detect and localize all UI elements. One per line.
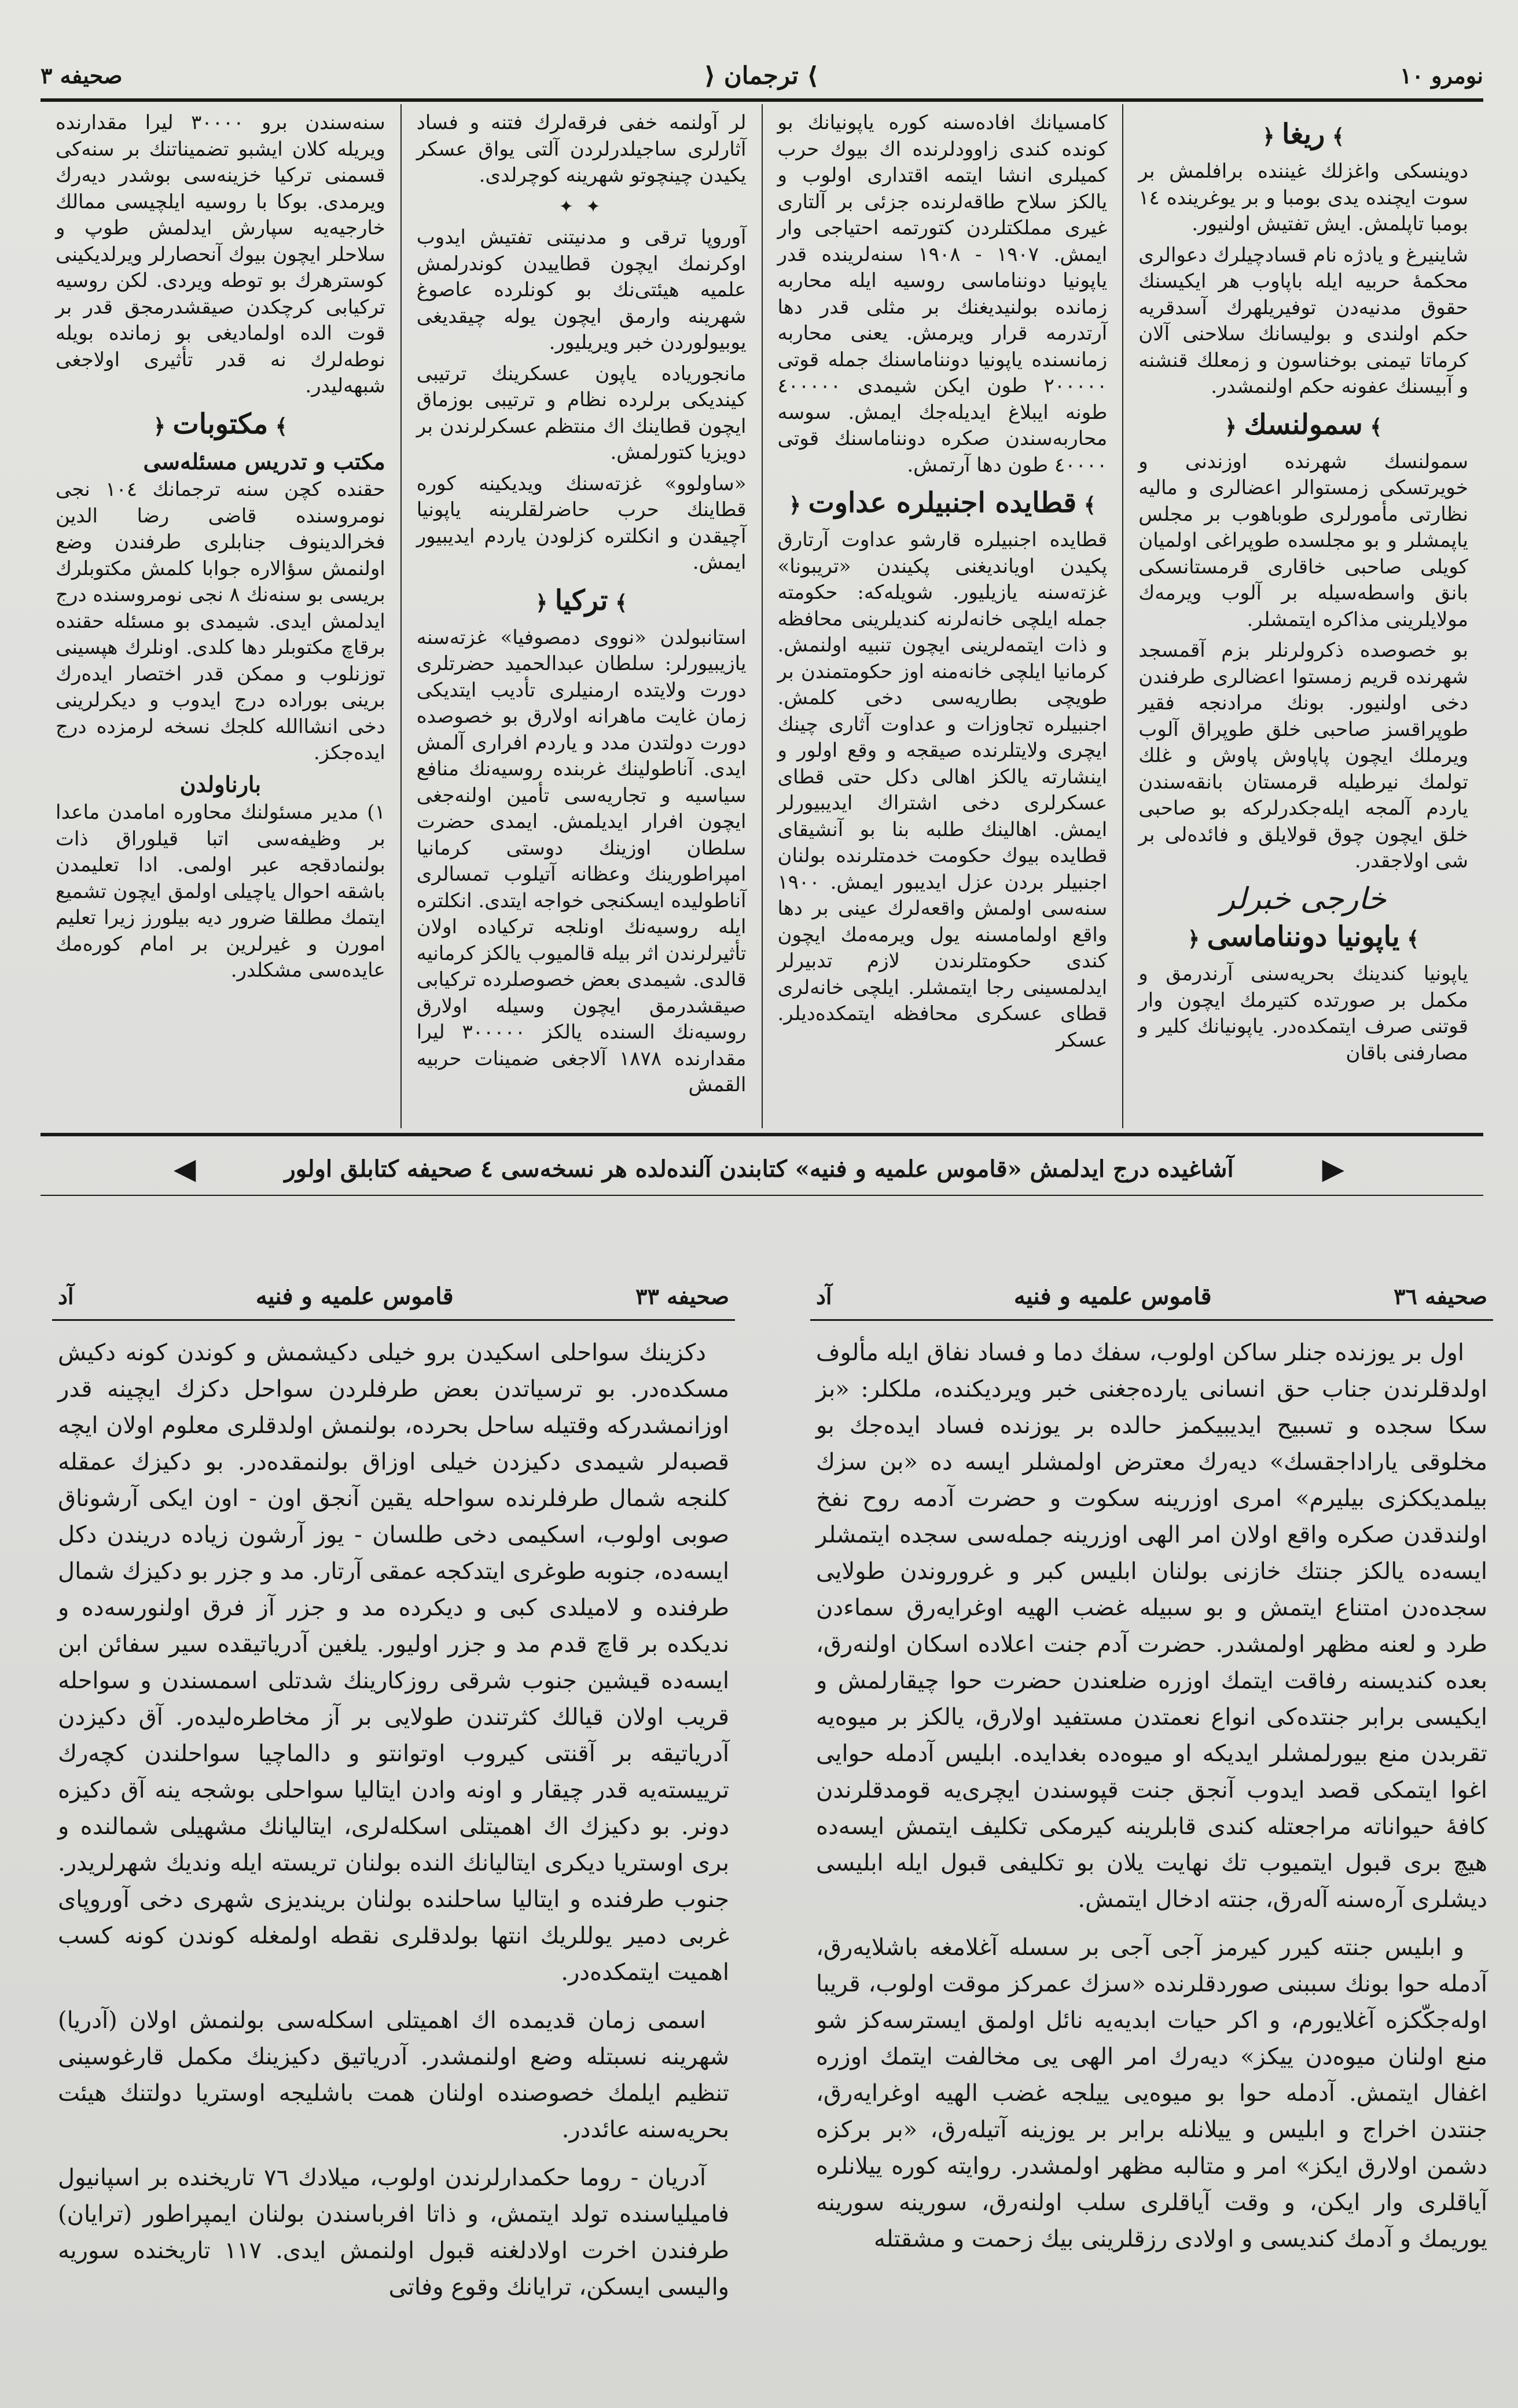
- right-arrow-icon: ▶: [1322, 1151, 1344, 1185]
- book-letter: آد: [58, 1283, 74, 1309]
- section-heading: ﴾ قطایده اجنبیلره عداوت ﴿: [788, 487, 1096, 519]
- paragraph: آدریان - روما حکمدارلرندن اولوب، میلادك ٧٦ تاریخنده بر اسپانیول فامیلیاسنده تولد ایتمش، و ذاتا افرباسندن بولنان ایمپراطور (ترایان) طرفندن اخرت اولادلغنه قبول اولنمش ایدی. ١١٧ تاریخنده سوریه والیسی ایسکن، ترایانك وقوع وفاتی: [58, 2164, 729, 2300]
- paragraph: بو خصوصده ذکرولرنلر بزم آقمسجد شهرنده قریم زمستوا اعضالری طرفندن دخی اولنیور. بونك مرادنجه فقیر طوپراقسز صاحبی خلق طوپراق آلوب ویرملك ایچون پاپاوش پاوش و غلك تولمك نیرطیله قرمستان بانقه‌سندن یاردم آلمجه ایله‌جکدرلرکه بو صاحبی خلق ایچون چوق قولایلق و فائده‌لی بر شی اولاجقدر.: [1138, 639, 1468, 872]
- book-page-number: صحیفه ٣٦: [1394, 1283, 1487, 1309]
- paragraph: و ابلیس جنته کیرر کیرمز آجی آجی بر سسله آغلامغه باشلایه‌رق، آدمله حوا بونك سببنی صوردقلرنده «سزك عمرکز موقت اولوب، قریبا اوله‌جکّکزه آغلایورم، و اکر حیات ابدیه‌یه نائل اولمق ایسترسه‌کز شو منع اولنان میوه‌دن ییکز» دیه‌رك امر الهی یی مخالفت ایتمك اوزره اغفال ایتمش. آدمله حوا بو میوه‌یی ییلجه غضب الهیه اوغرایه‌رق، جنتدن اخراج و ابلیس و ییلانله برابر بر یوزینه آتیله‌رق، «بر برکزه دشمن اولارق ایکز» امر و متالبه مظهر اولمشدر. روایته کوره ییلانلره آیاقلری وار ایکن، و وقت آیاقلری سلب اولنه‌رق، سورینه سورینه یوریمك و آدمك کندیسی و اولادی رزقلرینی بیك زحمت و مشقتله: [816, 1934, 1487, 2252]
- divider-ornament: ✦ ✦: [558, 196, 604, 217]
- banner-rule: [41, 1195, 1483, 1196]
- subheading: مکتب و تدریس مسئله‌سی: [143, 448, 385, 474]
- paragraph: «ساولوو» غزته‌سنك ویدیکینه کوره قطاینك حرب حاضرلقلرینه یاپونیا آچیقدن و انکلتره کزلودن یاردم ایدیبیور ایمش.: [416, 472, 747, 574]
- paragraph: لر آولنمه خفی فرقه‌لرك فتنه و فساد آثارلری ساجیلدرلردن آلتی یواق عسکر یکیدن چینچوتو شهرینه کوچرلدی.: [416, 111, 747, 187]
- paragraph: آوروپا ترقی و مدنیتنی تفتیش ایدوب اوکرنمك ایچون قطاییدن کوندرلمش علمیه هیئتی‌نك بو کونلرده عاصوغ شهرینه وارمق ایچون یوله چیقدیغی یوبیولوردن خبر ویریلیور.: [416, 226, 747, 354]
- paragraph: اول بر یوزنده جنلر ساکن اولوب، سفك دما و فساد نفاق ایله مألوف اولدقلرندن جناب حق انسانی یارده‌جغنی خبر ویردیکنده، ملکلر: «بز سکا سجده و تسبیح ایدیبیکمز حالده بر یوزنده فساد ایده‌جك بو مخلوقی یاراداجقسك» دیه‌رك معترض اولمشلر ایسه ده «بن سزك بیلمدیککزی بیلیرم» امری اوزرینه سکوت و حضرت آدمه روح نفخ اولندقدن صکره واقع اولان امر الهی اوزرینه جمله‌سی سجده ایتمشلر ایسه‌ده یالکز جنتك خازنی بولنان ابلیس کبر و غروروندن طولایی سجده‌دن امتناع ایتمش و بو سبیله غضب الهیه اوغرایه‌رق سماءدن طرد و لعنه مظهر اولمشدر. حضرت آدم جنت اعلاده اسکان اولنه‌رق، بعده کندیسنه رفاقت ایتمك اوزره ضلعندن حضرت حوا چیقارلمش و ایکیسی برابر جنتده‌کی انواع نعمتدن مستفید اولارق، یالکز بر میوه‌یه تقربدن منع بیورلمشلر ایدیکه او میوه‌ده بغدایده. ابلیس آدمله حوایی اغوا ایتمکی قصد ایدوب آنجق جنت قپوسندن ایچری‌یه قومدقلرندن کافهٔ حیواناته مراجعتله کندی قابلرینه کیرمکی تکلیف ایتمش ایسه‌ده هیچ بری قبول ایتمیوب تك نهایت یلان بو تکلیفی قبول ایله ابلیسی دیشلری آره‌سنه آله‌رق، جنته ادخال ایتمش.: [816, 1339, 1487, 1913]
- book-title: قاموس علمیه و فنیه: [1013, 1282, 1212, 1310]
- book-header: [52, 1273, 735, 1321]
- page-number: صحیفه ٣: [41, 62, 123, 89]
- ornament-icon: ⟩: [807, 61, 818, 90]
- paragraph: حقنده کچن سنه ترجمانك ١٠٤ نجی نومروسنده قاضی رضا الدین فخرالدینوف جنابلری طرفندن وضع اولنمش سؤالاره جوابا کلمش مکتوبلرك بریسی بو سنه‌نك ٨ نجی نومروسنده درج ایدلمش ایدی. شیمدی بو مسئله حقنده برقاچ مکتوبلر دها کلدی. اونلرك هپسینی توزنلوب و ممکن قدر اختصار ایده‌رك برینی بوراده درج ایدوب و دیکرلرینی دخی انشاالله کلجك نسخه لرمزده درج ایده‌جکز.: [56, 478, 385, 764]
- masthead-rule: [41, 98, 1483, 102]
- book-page-right: [810, 1273, 1493, 2389]
- book-title: قاموس علمیه و فنیه: [255, 1282, 454, 1310]
- paragraph: شاینیرغ و یادژه نام قسادچیلرك دعوالری محکمهٔ حربیه ایله باپاوب هر ایکیسنك حقوق مدنیه‌دن توفیریلهرك آسدقریه حکم اولندی و بولیسانك سلاحنی آلان کرماتا تیمنی بوخناسون و زمعلك قنشنه و آبیسنك عفونه حکم اولنمشدر.: [1138, 243, 1468, 398]
- banner: آشاغیده درج ایدلمش «قاموس علمیه و فنیه» کتابندن آلنده‌لده هر نسخه‌سی ٤ صحیفه کتابلق اولور: [284, 1155, 1234, 1183]
- left-arrow-icon: ◀: [174, 1151, 196, 1185]
- paragraph: ١) مدیر مسئولنك محاوره امامدن ماعدا بر وظیفه‌سی اتبا قیلوراق ذات بولنمادقجه عبر اولمی. ادا تعلیمدن باشقه احوال یاچیلی اولمق ایچون تشمیع ایتمك مطلقا ضرور دیه بیلورز زیرا تعلیم امورن و غیرلرین بر امام کوره‌مك عایده‌سی مشکلدر.: [56, 801, 385, 982]
- newspaper-title: [704, 61, 818, 90]
- book-page-number: صحیفه ٣٣: [635, 1283, 729, 1309]
- book-header: [810, 1273, 1493, 1321]
- masthead: [41, 55, 1483, 95]
- paragraph: سمولنسك شهرنده اوزندنی و خویرتسکی زمستوالر اعضالری و مالیه نظارتی مأمورلری طوباهوب بر مجلس یاپمشلر و بو مجلسده طوپراغی اولمیان کویلی صاحبی خاقاری قرمستانسکی بانق واسطه‌سیله بر آلوب ویرمه‌ك مولایلرینی مذاکره ایتمشلر.: [1138, 450, 1468, 631]
- paragraph: کامسیانك افاده‌سنه کوره یاپونیانك بو کونده کندی زاوودلرنده اك بیوك حرب کمیلری انشا ایتمه اقتداری اولوب و یالکز سلاح طاقه‌لرنده جزئی بر آلتاری غیری مملکتلردن کتورتمه احتیاجی وار ایمش. ١٩٠٧ - ١٩٠٨ سنه‌لرینده قدر یاپونیا دونناماسی روسیه ایله محاربه زمانده بولنیدیغنك بر مثلی قدر دها آرتدرمه قرار ویرمش. یعنی محاربه زمانسنده یاپونیا دونناماسنك جمله قوتی ٢٠٠٠٠٠ طون ایکن شیمدی ٤٠٠٠٠٠ طونه ایبلاغ ایدیله‌جك ایمش. سوسه محاربه‌سندن صکره دونناماسنك قوتی ٤٠٠٠٠ طون دها آرتمش.: [777, 111, 1108, 477]
- columns-bottom-rule: [41, 1133, 1483, 1136]
- book-page-left: [52, 1273, 735, 2389]
- section-heading: ﴾ ریغا ﴿: [1262, 118, 1344, 150]
- paragraph: استانبولدن «نووی دمصوفیا» غزته‌سنه یازیبیورلر: سلطان عبدالحمید حضرتلری دورت ولایتده ارمنیلری تأدیب ایتدیکی زمان غایت ماهرانه اولارق بو خصوصده دورت دولتدن مدد و یاردم افراری آلمش ایدی. آناطولینك غربنده روسیه‌نك منافع سیاسیه و تجاریه‌سی تأمین اولنه‌جغی ایچون افرار ایدیلمش. ایمدی حضرت سلطان اوزینك دوستی کرمانیا امپراطورینك وعظانه آتیلوب تمسالری آناطولیده ایسکنجی خواجه ایتدی. انکلتره ایله روسیه‌نك اونلجه ترکیاده اولان تأثیرلرندن اثر بیله قالمیوب یالکز کرمانیه قالدی. شیمدی بعض خصوصلرده ترکیابی صیقشدرمق ایچون وسیله اولارق روسیه‌نك السنده یالکز ٣٠٠٠٠٠ لیرا مقدارنده ١٨٧٨ آلاجغی ضمینات حربیه القمش: [416, 625, 747, 1096]
- paragraph: مانجوریاده یاپون عسکرینك ترتیبی کیندیکی برلرده نظام و ترتیبی بوزماق ایچون قطاینك اك منتظم عسکرلرندن بر دویزیا کتورلمش.: [416, 362, 747, 464]
- section-heading: ﴾ ترکیا ﴿: [535, 584, 628, 617]
- section-heading: ﴾ مکتوبات ﴿: [153, 407, 288, 440]
- book-text: [52, 1321, 735, 2306]
- paragraph: دکزینك سواحلی اسکیدن برو خیلی دکیشمش و کوندن کونه دکیش مسکده‌در. بو ترسیاتدن بعض طرفلردن سواحل دکزك ایچینه قدر اوزانمشدرکه وقتیله ساحل بحرده، بولنمش اولدقلری معلوم اولان ایچه قصبه‌لر شیمدی دکیزدن خیلی اوزاق بولنمقده‌در. بو دکیزك عمقله کلنجه شمال طرفلرنده سواحله یقین آنجق اون - اون ایکی آرشوناق صوبی اولوب، اسکیمی دخی طلسان - یوز آرشون زیاده دریندن دکل ایسه‌ده، جنوبه طوغری ایتدکجه عمقی آرتار. مد و جزر بو دکیزك شمال طرفنده و لامیلدی کبی و دیکرده مد و جزر آز فرق اولنورسه‌ده و ندیکده بر قاچ قدم مد و جزر اولیور. یلغین آدریاتیقده سیر سفائن ابن ایسه‌ده قیشین جنوب شرقی روزکارینك شدتلی اسمسندن و سواحله قریب اولان قیالك کثرتندن طولایی بر آز مخاطره‌لیده‌ر. آق دکیزدن آدریاتیقه بر آقنتی کیروب اوتوانتو و دالماچیا سواحلندن کچه‌رك ترییسته‌یه قدر چیقار و اونه وادن ایتالیا سواحلی بوشجه ینه آق دکیزه دونر. بو دکیزك اك اهمیتلی اسکله‌لری، ایتالیانك مشهیلی شمالنده و بری اوستریا دیکری ایتالیانك النده بولنان تریسته ایله وندیك شهرلریدر. جنوب طرفنده و ایتالیا ساحلنده بولنان بریندیزی شهری دخی آوروپای غربی دمیر یوللریك انتها بولدقلری نقطه اولمغله کوندن کونه کسب اهمیت ایتمکده‌در.: [58, 1339, 729, 1986]
- column-4: [41, 104, 400, 1128]
- column-3: [400, 104, 762, 1128]
- section-heading: ﴾ سمولنسك ﴿: [1224, 408, 1383, 441]
- paragraph: یاپونیا کندینك بحریه‌سنی آرندرمق و مکمل بر صورتده کتیرمك ایچون وار قوتنی صرف ایتمکده‌در. یاپونیانك کلیر و مصارفنی باقان: [1138, 962, 1468, 1065]
- book-letter: آد: [816, 1283, 832, 1309]
- paragraph: سنه‌سندن برو ٣٠٠٠٠ لیرا مقدارنده ویریله کلان ایشبو تضمیناتنك بر سنه‌کی قسمنی ترکیا خزینه‌سی بوشدر دیه‌رك ویرمدی. بوکا با روسیه ایلچیسی ممالك خارجیه‌یه سپارش ایدلمش طوپ و سلاحلر ایچون بیوك آنحصارلر ویرلدیکینی کوسترهرك بو توطه ویردی. لکن روسیه ترکیابی کرچکدن صیقشدرمجق قدر بر قوت الده اولمادیغی بو زمانده بویله نوطه‌لرك نه قدر تأثیری اولاجغی شبهه‌لیدر.: [56, 111, 385, 397]
- foreign-news-title: خارجی خبرلر: [1221, 881, 1387, 916]
- news-columns: [41, 104, 1483, 1128]
- column-2: [762, 104, 1123, 1128]
- book-text: [810, 1321, 1493, 2258]
- paragraph: دوینسکی واغزلك غیننده برافلمش بر سوت ایچنده یدی بومبا و بر یوغرینده ١٤ بومبا تاپلمش. ایش تفتیش اولنیور.: [1138, 160, 1468, 235]
- newspaper-title-text: ترجمان: [723, 61, 799, 90]
- subheading: بارناولدن: [179, 771, 262, 797]
- ornament-icon: ⟨: [704, 61, 716, 90]
- column-1: [1122, 104, 1483, 1128]
- issue-number: نومرو ١٠: [1400, 62, 1483, 89]
- paragraph: اسمی زمان قدیمده اك اهمیتلی اسکله‌سی بولنمش اولان (آدریا) شهرینه نسبتله وضع اولنمشدر. آدریاتیق دکیزینك مکمل قارغوسینی تنظیم ایلمك خصوصنده اولنان همت باشلیجه اوستریا دولتنك هیئت بحریه‌سنه عائددر.: [58, 2007, 729, 2143]
- paragraph: قطایده اجنبیلره قارشو عداوت آرتارق پکیدن اویاندیغنی پکیندن «تریبونا» غزته‌سنه یازیلیور. شویله‌که: حکومته جمله ایلچی خانه‌لرنه کندیلرینی محافظه و ذات ایتمه‌لرینی ایچون تنبیه اولنمش. کرمانیا ایلچی خانه‌منه اوز حکومتمندن بر طویچی بطاریه‌سی دخی کلمش. اجنبیلره تجاوزات و عداوت آثاری چینك ایچری ولایتلرنده صیقجه و وقع اولور و اینشارته یالکز اهالی دکل حتی قطای عسکرلری دخی اشتراك ایدیبیورلر ایمش. اهالینك طلبه بنا بو آنشیقای قطایده بیوك حکومت خدمتلرنده بولنان اجنبیلر بردن عزل ایدیبور ایمش. ١٩٠٠ سنه‌سی اولمش واقعه‌لرك عینی بر دها واقع اولمامسنه یول ویرمه‌مك ایچون کندی حکومتلرندن لازم تدبیرلر ایدلمسینی رجا ایتمشلر. ایلچی خانه‌لری قطای عسکری محافظه ایتمکده‌دیلر. عسکر: [777, 528, 1108, 1052]
- section-heading: ﴾ یاپونیا دونناماسی ﴿: [1188, 921, 1420, 953]
